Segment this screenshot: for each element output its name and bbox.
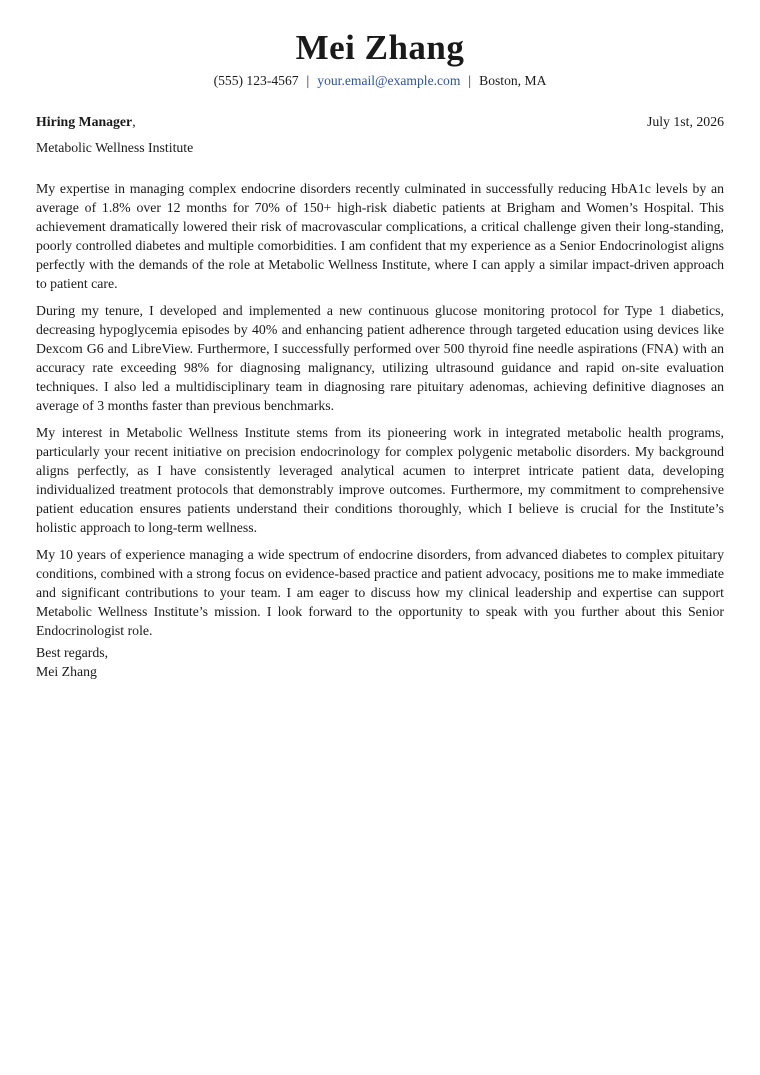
letter-closing xyxy=(36,643,108,681)
body-paragraph: My expertise in managing complex endocrine disorders recently culminated in successfully reducing HbA1c levels by an average of 1.8% over 12 months for 70% of 150+ high-risk diabetic patients at Brigham and Women’s Hospital. This achievement dramatically lowered their risk of macrovascular complications, a critical challenge given their long-standing, poorly controlled diabetes and multiple comorbidities. I am confident that my experience as a Senior Endocrinologist aligns perfectly with the demands of the role at Metabolic Wellness Institute, where I can apply a similar impact-driven approach to patient care. xyxy=(36,181,724,291)
salutation-punct: , xyxy=(132,114,136,129)
contact-line xyxy=(0,73,760,89)
body-paragraph: My interest in Metabolic Wellness Institute stems from its pioneering work in integrated metabolic health programs, particularly your recent initiative on precision endocrinology for complex polygenic metabolic disorders. My background aligns perfectly, as I have consistently leveraged analytical acumen to interpret intricate patient data, developing individualized treatment protocols that demonstrably improve outcomes. Furthermore, my commitment to comprehensive patient education ensures patients understand their conditions thoroughly, which I believe is crucial for the Institute’s holistic approach to long-term wellness. xyxy=(36,425,724,535)
body-paragraph: During my tenure, I developed and implemented a new continuous glucose monitoring protocol for Type 1 diabetics, decreasing hypoglycemia episodes by 40% and enhancing patient adherence through targeted education using devices like Dexcom G6 and LibreView. Furthermore, I successfully performed over 500 thyroid fine needle aspirations (FNA) with an accuracy rate exceeding 98% for diagnosing malignancy, utilizing ultrasound guidance and rapid on-site evaluation techniques. I also led a multidisciplinary team in diagnosing rare pituitary adenomas, achieving definitive diagnoses an average of 3 months faster than previous benchmarks. xyxy=(36,303,724,413)
letter-date: July 1st, 2026 xyxy=(646,114,724,129)
body-paragraph: My 10 years of experience managing a wide spectrum of endocrine disorders, from advanced diabetes to complex pituitary conditions, combined with a strong focus on evidence-based practice and patient advocacy, positions me to make immediate and significant contributions to your team. I am eager to discuss how my clinical leadership and expertise can support Metabolic Wellness Institute’s mission. I look forward to the opportunity to speak with you further about this Senior Endocrinologist role. xyxy=(36,547,724,638)
email-link[interactable]: your.email@example.com xyxy=(317,73,461,88)
contact-separator: | xyxy=(468,73,472,88)
phone-number: (555) 123-4567 xyxy=(213,73,299,88)
recipient-organization: Metabolic Wellness Institute xyxy=(36,140,194,155)
contact-separator: | xyxy=(306,73,310,88)
letter-body xyxy=(36,179,724,648)
salutation-name: Hiring Manager xyxy=(36,114,133,129)
location: Boston, MA xyxy=(479,73,547,88)
signoff: Best regards, xyxy=(36,645,109,660)
applicant-name: Mei Zhang xyxy=(295,28,465,67)
salutation xyxy=(36,114,136,130)
signature: Mei Zhang xyxy=(36,664,97,679)
